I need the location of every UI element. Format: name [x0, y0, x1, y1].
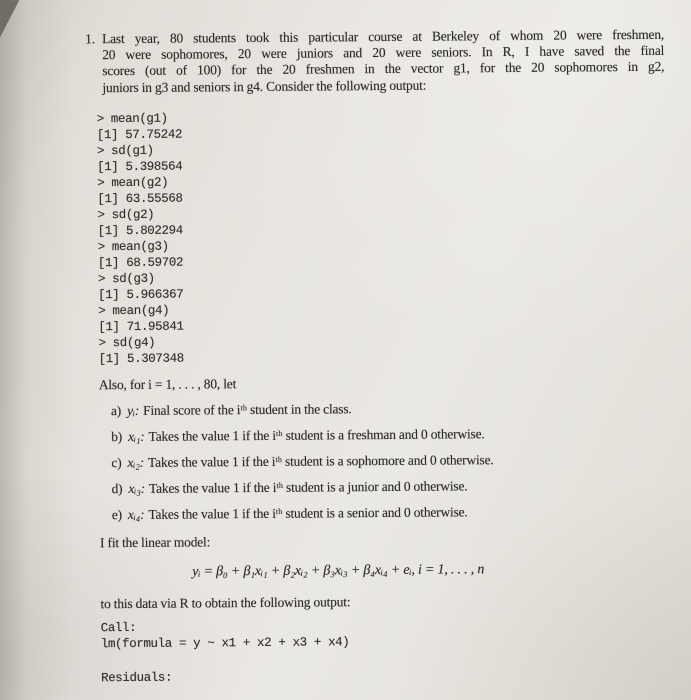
- r-output-line: > mean(g3): [97, 239, 169, 255]
- r-output-line: [1] 57.75242: [96, 127, 183, 143]
- definition-text: Takes the value 1 if the iᵗʰ student is a senior and 0 otherwise.: [148, 504, 468, 522]
- question-intro: [102, 27, 664, 96]
- definition-label: e): [111, 507, 122, 523]
- r-output-line: > sd(g4): [98, 335, 156, 351]
- r-call-line: Call:: [100, 621, 137, 636]
- r-output-line: [1] 63.55568: [97, 191, 183, 207]
- r-output-line: > mean(g1): [96, 111, 168, 127]
- definition-item: [112, 503, 674, 523]
- r-call-block: [101, 616, 675, 653]
- photo-corner-shadow: [0, 0, 22, 47]
- r-output-line: [1] 5.398564: [97, 159, 183, 175]
- exam-question-page: [85, 27, 675, 687]
- definition-variable: xᵢ₂:: [127, 454, 145, 471]
- residuals-label: Residuals:: [101, 671, 173, 686]
- definition-text: Final score of the iᵗʰ student in the class.: [143, 401, 352, 418]
- definition-label: a): [110, 403, 122, 419]
- question-intro-line: scores (out of 100) for the 20 freshmen in the vector g1, for the 20 sophomores in g2,: [102, 59, 665, 79]
- question-intro-line: 20 were sophomores, 20 were juniors and 20 were seniors. In R, I have saved the final: [102, 42, 665, 63]
- definition-text: Takes the value 1 if the iᵗʰ student is a freshman and 0 otherwise.: [148, 426, 485, 444]
- r-output-line: > mean(g4): [98, 303, 170, 319]
- definition-item: [112, 477, 674, 497]
- definition-label: d): [111, 481, 123, 497]
- definition-variable: xᵢ₄:: [127, 506, 145, 523]
- r-output-line: [1] 5.307348: [98, 351, 184, 367]
- definition-item: [111, 425, 673, 445]
- to-data-line: to this data via R to obtain the following output:: [100, 594, 351, 612]
- r-output-line: > mean(g2): [97, 175, 169, 191]
- definition-variable: yᵢ:: [127, 402, 140, 419]
- definition-text: Takes the value 1 if the iᵗʰ student is a sophomore and 0 otherwise.: [147, 452, 494, 470]
- definition-text: Takes the value 1 if the iᵗʰ student is a junior and 0 otherwise.: [148, 478, 468, 496]
- fit-model-line: I fit the linear model:: [99, 534, 211, 551]
- r-output-line: > sd(g2): [97, 207, 155, 223]
- r-output-line: > sd(g3): [97, 271, 155, 287]
- definition-variable: xᵢ₁:: [127, 428, 145, 445]
- r-output-line: [1] 71.95841: [98, 319, 184, 335]
- question-intro-line: juniors in g3 and seniors in g4. Consider the following output:: [102, 77, 427, 95]
- definition-label: c): [111, 455, 122, 471]
- question-intro-line: Last year, 80 students took this particular course at Berkeley of whom 20 were freshmen,: [102, 26, 665, 47]
- definition-label: b): [111, 429, 123, 445]
- definition-item: [111, 399, 673, 419]
- definition-item: [111, 451, 673, 471]
- model-formula: yᵢ = β₀ + β₁xᵢ₁ + β₂xᵢ₂ + β₃xᵢ₃ + β₄xᵢ₄ + eᵢ, i = 1, . . . , n: [192, 562, 485, 580]
- also-line: Also, for i = 1, . . . , 80, let: [98, 375, 237, 393]
- question-intro-row: [85, 27, 670, 96]
- r-output-line: > sd(g1): [96, 143, 154, 159]
- r-output-summary: [97, 107, 673, 368]
- r-output-line: [1] 5.802294: [97, 223, 183, 239]
- r-call-line: lm(formula = y ~ x1 + x2 + x3 + x4): [100, 635, 350, 652]
- r-output-line: [1] 5.966367: [98, 287, 184, 303]
- variable-definitions: [88, 399, 674, 524]
- definition-variable: xᵢ₃:: [128, 480, 146, 497]
- r-output-line: [1] 68.59702: [97, 255, 184, 271]
- question-number: 1.: [85, 31, 96, 47]
